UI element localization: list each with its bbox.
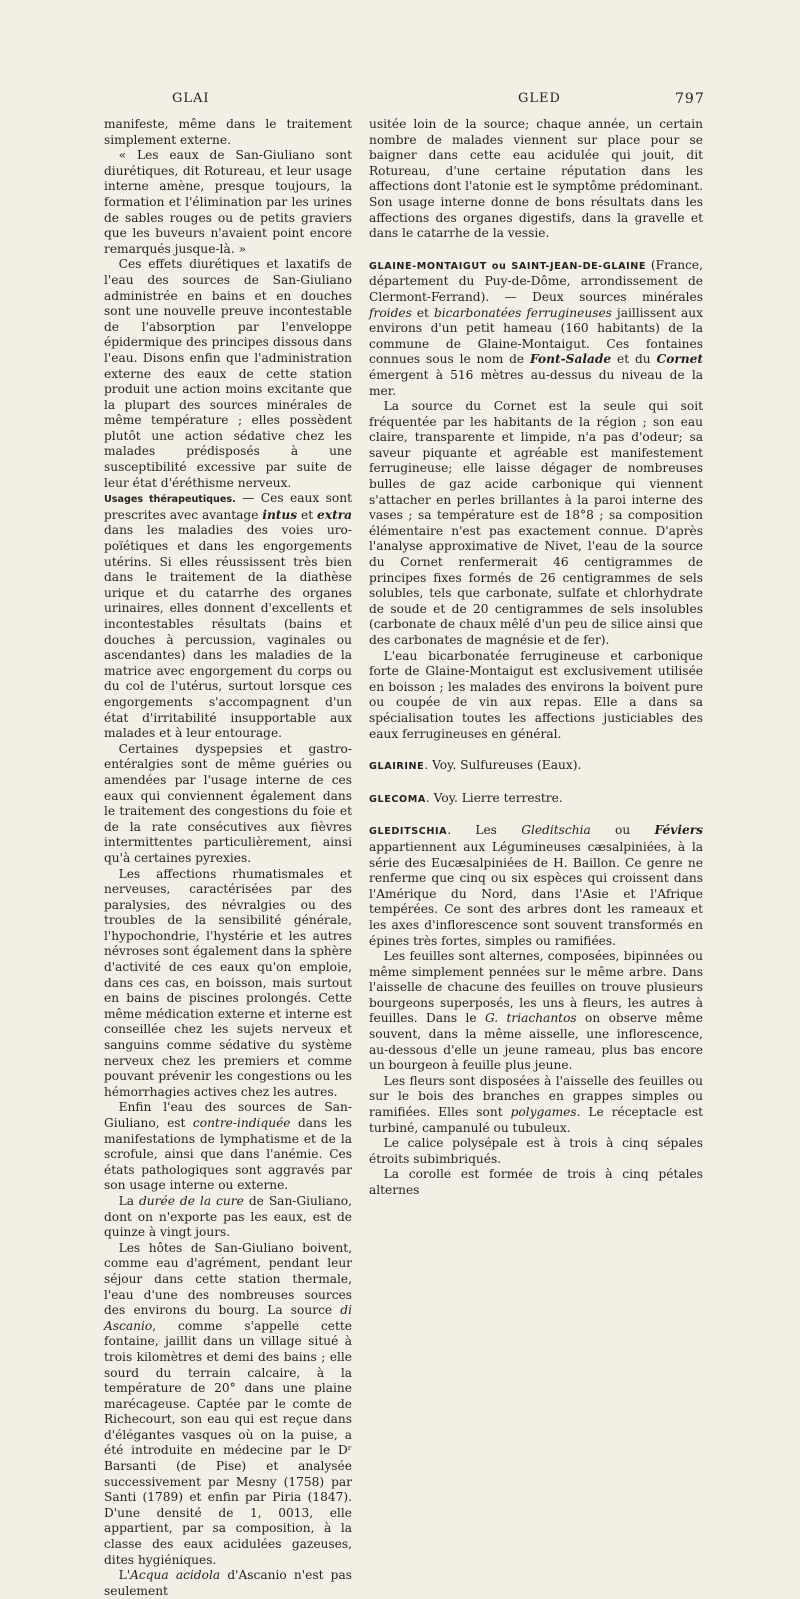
paragraph: Ces effets diurétiques et laxatifs de l'eau des sources de San-Giuliano administrée en bains et en douches sont une nouvelle preuve incontestable de l'absorption par l'enveloppe épidermique des principes dissous dans l'eau. Disons enfin que l'administration externe des eaux de cette station produit une action moins excitante que la plupart des sources minérales de même température ; elles possèdent plutôt une action sédative chez les malades prédisposés à une susceptibilité excessive par suite de leur état d'éréthisme nerveux. [104,257,352,490]
paragraph: usitée loin de la source; chaque année, un certain nombre de malades viennent sur place pour se baigner dans cette eau acidulée qui jouit, dit Rotureau, d'une certaine réputation dans les affections dont l'atonie est le symptôme prédominant. Son usage interne donne de bons résultats dans les affections des organes digestifs, dans la gravelle et dans le catarrhe de la vessie. [369,117,703,241]
paragraph: L'eau bicarbonatée ferrugineuse et carbonique forte de Glaine-Montaigut est exclusivement utilisée en boisson ; les malades des environs la boivent pure ou coupée de vin aux repas. Elle a dans sa spécialisation toutes les affections justiciables des eaux ferrugineuses en général. [369,648,703,741]
entry-headword: GLEDITSCHIA [369,826,448,838]
paragraph: La corolle est formée de trois à cinq pétales alternes [369,1167,703,1197]
left-column [104,117,352,1599]
paragraph: L'Acqua acidola d'Ascanio n'est pas seulement [104,1568,352,1598]
entry-headword: GLAINE-MONTAIGUT ou SAINT-JEAN-DE-GLAINE [369,260,647,272]
paragraph: La source du Cornet est la seule qui soit fréquentée par les habitants de la région ; son eau claire, transparente et limpide, n'a pas d'odeur; sa saveur piquante et agréable est manifestement ferrugineuse; elle laisse dégager de nombreuses bulles de gaz acide carbonique qui viennent s'attacher en perles brillantes à la paroi interne des vases ; sa température est de 18°8 ; sa composition élémentaire n'est pas exactement connue. D'après l'analyse approximative de Nivet, l'eau de la source du Cornet renfermerait 46 centigrammes de principes fixes formés de 26 centigrammes de sels solubles, tels que carbonate, sulfate et chlorhydrate de soude et de 20 centigrammes de sels insolubles (carbonate de chaux mêlé d'un peu de silice ainsi que des carbonates de magnésie et de fer). [369,399,703,647]
paragraph: Les hôtes de San-Giuliano boivent, comme eau d'agrément, pendant leur séjour dans cette station thermale, l'eau d'une des nombreuses sources des environs du bourg. La source di Ascanio, comme s'appelle cette fontaine, jaillit dans un village situé à trois kilomètres et demi des bains ; elle sourd du terrain calcaire, à la température de 20° dans une plaine marécageuse. Captée par le comte de Richecourt, son eau qui est reçue dans d'élégantes vasques où on la puise, a été introduite en médecine par le Dʳ Barsanti (de Pise) et analysée successivement par Mesny (1758) par Santi (1789) et enfin par Piria (1847). D'une densité de 1, 0013, elle appartient, par sa composition, à la classe des eaux acidulées gazeuses, dites hygiéniques. [104,1240,352,1567]
paragraph: manifeste, même dans le traitement simplement externe. [104,117,352,147]
entry-glaine-montaigut: GLAINE-MONTAIGUT ou SAINT-JEAN-DE-GLAINE (France, département du Puy-de-Dôme, arrondissement de Clermont-Ferrand). — Deux sources minérales froides et bicarbonatées ferrugineuses jaillissent aux environs d'un petit hameau (160 habitants) de la commune de Glaine-Montaigut. Ces fontaines connues sous le nom de Font-Salade et du Cornet émergent à 516 mètres au-dessus du niveau de la mer. [369,257,704,398]
entry-glecoma: GLECOMA. Voy. Lierre terrestre. [369,790,563,805]
entry-glairine: GLAIRINE. Voy. Sulfureuses (Eaux). [369,758,582,773]
paragraph: Les affections rhumatismales et nerveuses, caractérisées par des paralysies, des névralgies ou des troubles de la sensibilité générale, l'hypochondrie, l'hystérie et les autres névroses sont également dans la sphère d'activité de ces eaux qu'on emploie, dans ces cas, en boisson, mais surtout en bains de piscines prolongés. Cette même médication externe et interne est conseillée chez les sujets nerveux et sanguins comme sédative du système nerveux chez les premiers et comme pouvant prévenir les congestions ou les hémorrhagies actives chez les autres. [104,866,352,1099]
entry-gleditschia: GLEDITSCHIA. Les Gleditschia ou Féviers appartiennent aux Légumineuses cæsalpiniées, à la série des Eucæsalpiniées de H. Baillon. Ce genre ne renferme que cinq ou six espèces qui croissent dans l'Amérique du Nord, dans l'Asie et l'Afrique tempérées. Ce sont des arbres dont les rameaux et les axes d'inflorescence sont souvent transformés en épines très fortes, simples ou ramifiées. [369,823,703,948]
running-head-left: GLAI [172,91,210,106]
paragraph: Les fleurs sont disposées à l'aisselle des feuilles ou sur le bois des branches en grappes simples ou ramifiées. Elles sont polygames. Le réceptacle est turbiné, campanulé ou tubuleux. [369,1073,703,1135]
paragraph: Enfin l'eau des sources de San-Giuliano, est contre-indiquée dans les manifestations de lymphatisme et de la scrofule, ainsi que dans l'anémie. Ces états pathologiques sont aggravés par son usage interne ou externe. [104,1100,352,1193]
paragraph-usages: Usages thérapeutiques. — Ces eaux sont prescrites avec avantage intus et extra dans les maladies des voies uro-poïétiques et dans les engorgements utérins. Si elles réussissent très bien dans le traitement de la diathèse urique et du catarrhe des organes urinaires, elles donnent d'excellents et incontestables résultats (bains et douches à percussion, vaginales ou ascendantes) dans les maladies de la matrice avec engorgement du corps ou du col de l'utérus, surtout lorsque ces engorgements s'accompagnent d'un état d'irritabilité insupportable aux malades et à leur entourage. [104,491,353,741]
paragraph: Certaines dyspepsies et gastro-entéralgies sont de même guéries ou amendées par l'usage interne de ces eaux qui conviennent également dans le traitement des congestions du foie et de la rate consécutives aux fièvres intermittentes particulièrement, ainsi qu'à certaines pyrexies. [104,741,352,865]
running-head-right: GLED [518,91,561,106]
right-column [369,117,703,1199]
entry-headword: GLECOMA [369,793,426,805]
paragraph: Les feuilles sont alternes, composées, bipinnées ou même simplement pennées sur le même arbre. Dans l'aisselle de chacune des feuilles on trouve plusieurs bourgeons superposés, les uns à fleurs, les autres à feuilles. Dans le G. triachantos on observe même souvent, dans la même aisselle, une inflorescence, au-dessous d'elle un jeune rameau, plus bas encore un bourgeon à feuille plus jeune. [369,949,703,1073]
paragraph: La durée de la cure de San-Giuliano, dont on n'exporte pas les eaux, est de quinze à vingt jours. [104,1193,353,1240]
paragraph: Le calice polysépale est à trois à cinq sépales étroits subimbriqués. [369,1136,703,1166]
entry-headword: GLAIRINE [369,761,425,773]
section-subheading: Usages thérapeutiques. [104,494,236,506]
paragraph: « Les eaux de San-Giuliano sont diurétiques, dit Rotureau, et leur usage interne amène, presque toujours, la formation et l'élimination par les urines de sables rouges ou de petits graviers que les buveurs n'avaient point encore remarqués jusque-là. » [104,148,352,256]
page-number: 797 [675,91,705,107]
